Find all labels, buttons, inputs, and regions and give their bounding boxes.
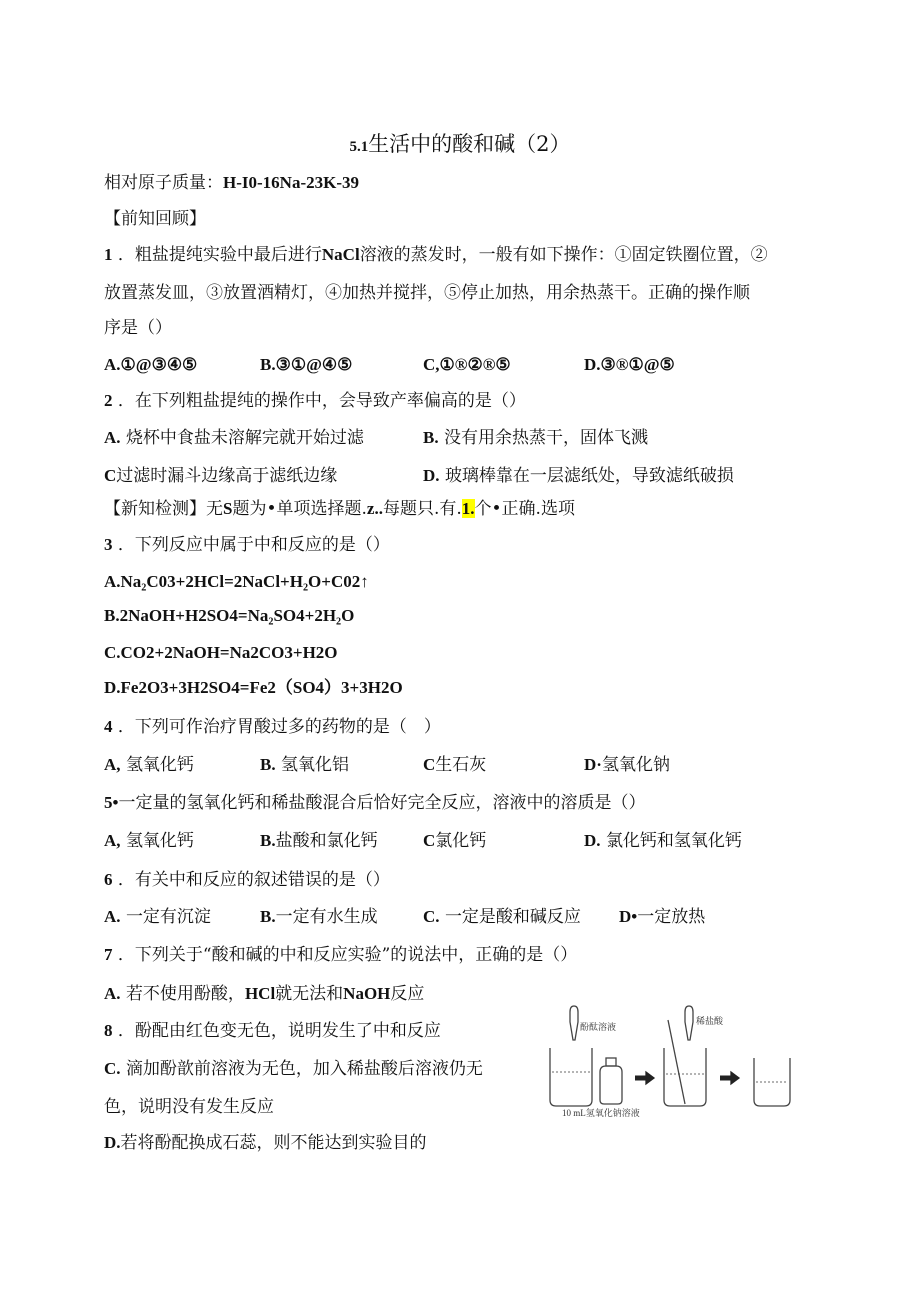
q5-option-a: A, 氢氧化钙 [104, 831, 194, 851]
section-new-heading: 【新知检测】无S题为•单项选择题.z..每题只.有.1.个•正确.选项 [104, 499, 575, 519]
label-naoh-solution: 10 mL氢氧化钠溶液 [562, 1108, 640, 1118]
q3-option-b: B.2NaOH+H2SO4=Na₂SO4+2H₂O [104, 606, 355, 625]
q3-option-c: C.CO2+2NaOH=Na2CO3+H2O [104, 643, 338, 662]
q4-option-b: B. 氢氧化铝 [260, 755, 349, 775]
q1-line1: 1 ．粗盐提纯实验中最后进行NaCl溶液的蒸发时，一般有如下操作：①固定铁圈位置，② [104, 245, 768, 265]
q2-option-c: C过滤时漏斗边缘高于滤纸边缘 [104, 466, 338, 486]
q2-option-a: A. 烧杯中食盐未溶解完就开始过滤 [104, 428, 364, 448]
dropper-2 [685, 1006, 693, 1040]
q6-option-d: D•一定放热 [619, 907, 706, 927]
q7-option-d: D.若将酚配换成石蕊，则不能达到实验目的 [104, 1133, 427, 1153]
page-title: 5.1生活中的酸和碱（2） [349, 132, 571, 156]
q1-line2: 放置蒸发皿，③放置酒精灯，④加热并搅拌，⑤停止加热，用余热蒸干。正确的操作顺 [104, 283, 750, 303]
q4-option-d: D·氢氧化钠 [584, 755, 670, 775]
q4-option-a: A, 氢氧化钙 [104, 755, 194, 775]
q7-option-c-line2: 色，说明没有发生反应 [104, 1097, 274, 1117]
stirring-rod [668, 1020, 685, 1104]
q4-option-c: C生石灰 [423, 755, 487, 775]
beaker-1 [550, 1048, 592, 1106]
label-hydrochloric-acid: 稀盐酸 [696, 1016, 724, 1026]
q7-option-b: 8 ．酚配由红色变无色，说明发生了中和反应 [104, 1021, 441, 1041]
q7-option-c-line1: C. 滴加酚歆前溶液为无色，加入稀盐酸后溶液仍无 [104, 1059, 483, 1079]
beaker-2 [664, 1048, 706, 1106]
q6-option-c: C. 一定是酸和碱反应 [423, 907, 581, 927]
q6-stem: 6 ．有关中和反应的叙述错误的是（） [104, 870, 390, 890]
q4-stem: 4 ．下列可作治疗胃酸过多的药物的是（ ） [104, 717, 441, 737]
q2-stem: 2 ．在下列粗盐提纯的操作中，会导致产率偏高的是（） [104, 391, 526, 411]
q6-option-a: A. 一定有沉淀 [104, 907, 211, 927]
q1-option-d: D.③®①@⑤ [584, 355, 675, 374]
q5-option-d: D. 氯化钙和氢氧化钙 [584, 831, 742, 851]
reagent-bottle [600, 1066, 622, 1104]
q1-line3: 序是（） [104, 318, 172, 338]
atomic-mass-line: 相对原子质量：H-I0-16Na-23K-39 [104, 173, 359, 193]
section-review-heading: 【前知回顾】 [104, 209, 206, 229]
q2-option-b: B. 没有用余热蒸干，固体飞溅 [423, 428, 648, 448]
q3-option-d: D.Fe2O3+3H2SO4=Fe2（SO4）3+3H2O [104, 678, 403, 697]
q6-option-b: B.一定有水生成 [260, 907, 378, 927]
q3-stem: 3 ．下列反应中属于中和反应的是（） [104, 535, 390, 555]
q7-stem: 7 ．下列关于“酸和碱的中和反应实验”的说法中，正确的是（） [104, 945, 578, 965]
experiment-figure [540, 1000, 802, 1118]
q5-stem: 5•一定量的氢氧化钙和稀盐酸混合后恰好完全反应，溶液中的溶质是（） [104, 793, 646, 813]
q1-option-b: B.③①@④⑤ [260, 355, 353, 374]
dropper-1 [570, 1006, 578, 1040]
label-phenolphthalein: 酚酞溶液 [580, 1022, 617, 1032]
q5-option-c: C氯化钙 [423, 831, 487, 851]
q1-option-c: C,①®②®⑤ [423, 355, 511, 374]
q1-option-a: A.①@③④⑤ [104, 355, 198, 374]
q2-option-d: D. 玻璃棒靠在一层滤纸处，导致滤纸破损 [423, 466, 734, 486]
q5-option-b: B.盐酸和氯化钙 [260, 831, 378, 851]
q7-option-a: A. 若不使用酚酸，HCl就无法和NaOH反应 [104, 984, 425, 1004]
q3-option-a: A.Na₂C03+2HCl=2NaCl+H₂O+C02↑ [104, 572, 369, 591]
